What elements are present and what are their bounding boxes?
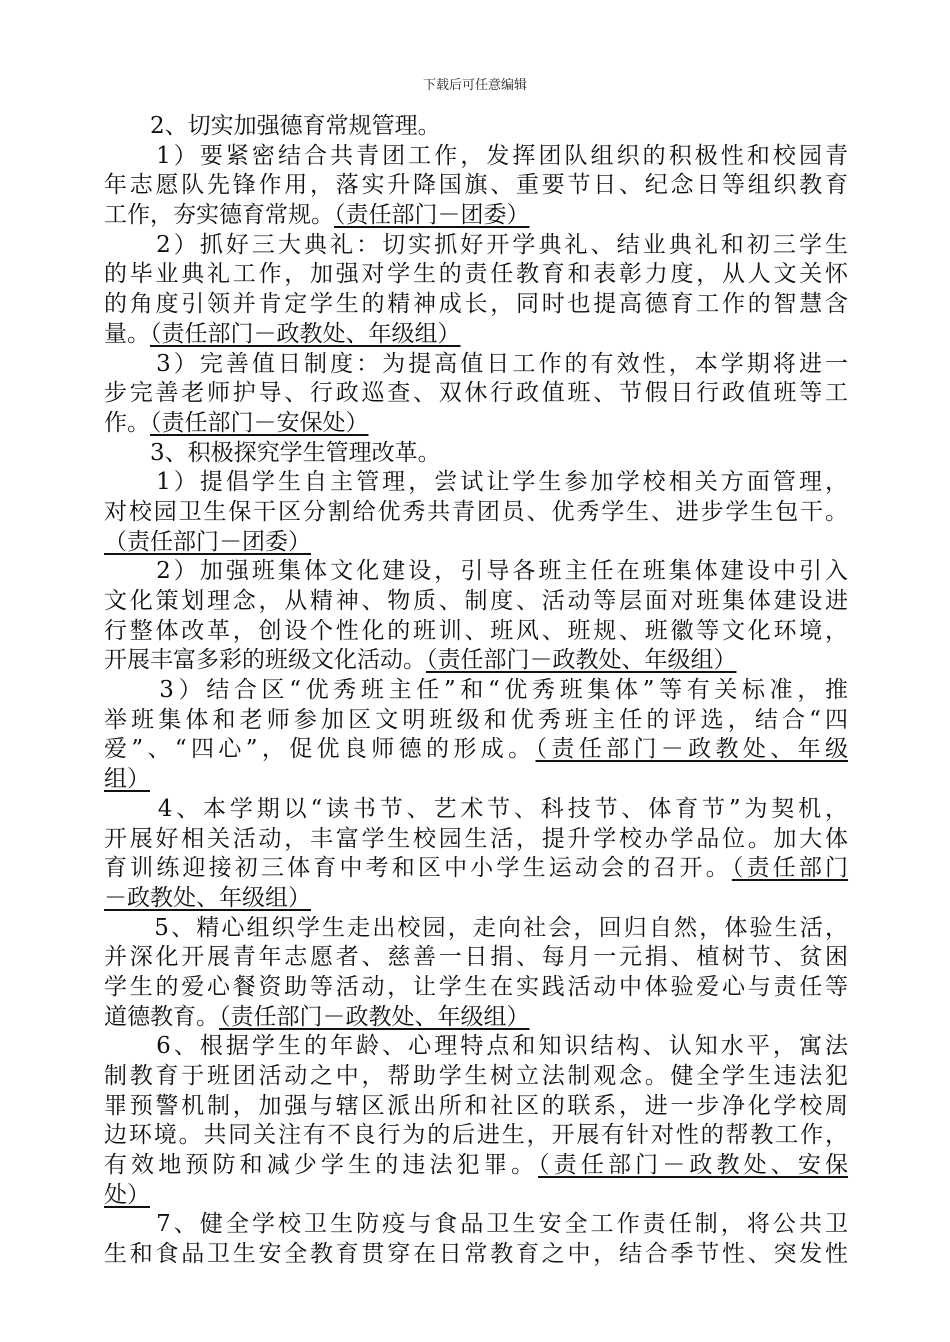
text-line bbox=[104, 646, 848, 676]
line-text: 对校园卫生保干区分割给优秀共青团员、优秀学生、进步学生包干。 bbox=[104, 498, 848, 525]
responsibility-note: －政教处、年级组） bbox=[104, 884, 311, 911]
line-text: 量。 bbox=[104, 320, 150, 347]
text-line bbox=[104, 231, 848, 261]
document-body bbox=[104, 112, 848, 1270]
responsibility-note: （责任部门－政教处、年级组） bbox=[426, 647, 737, 674]
text-line bbox=[104, 676, 848, 706]
text-line bbox=[104, 528, 848, 558]
line-text: 3、积极探究学生管理改革。 bbox=[104, 439, 441, 466]
text-line bbox=[104, 1240, 848, 1270]
text-line bbox=[104, 1032, 848, 1062]
text-line bbox=[104, 201, 848, 231]
text-line bbox=[104, 557, 848, 587]
line-text: 步完善老师护导、行政巡查、双休行政值班、节假日行政值班等工 bbox=[104, 380, 848, 407]
responsibility-note: （责任部门－团委） bbox=[334, 202, 530, 229]
text-line bbox=[104, 1181, 848, 1211]
text-line bbox=[104, 439, 848, 469]
text-line bbox=[104, 1062, 848, 1092]
line-text: 边环境。共同关注有不良行为的后进生，开展有针对性的帮教工作， bbox=[104, 1122, 848, 1149]
line-text: 举班集体和老师参加区文明班级和优秀班主任的评选，结合“四 bbox=[104, 706, 848, 733]
line-text: 作。 bbox=[104, 409, 150, 436]
line-text: 4、本学期以“读书节、艺术节、科技节、体育节”为契机， bbox=[104, 795, 848, 822]
line-text: 开展丰富多彩的班级文化活动。 bbox=[104, 647, 426, 674]
responsibility-note: （责任部门－政教处、年级组） bbox=[150, 320, 461, 347]
line-text: 文化策划理念，从精神、物质、制度、活动等层面对班集体建设进 bbox=[104, 588, 848, 614]
text-line bbox=[104, 1092, 848, 1122]
text-line bbox=[104, 379, 848, 409]
line-text: 7、健全学校卫生防疫与食品卫生安全工作责任制，将公共卫 bbox=[104, 1211, 848, 1238]
line-text: 2）抓好三大典礼：切实抓好开学典礼、结业典礼和初三学生 bbox=[104, 231, 848, 258]
line-text: 育训练迎接初三体育中考和区中小学生运动会的召开。 bbox=[104, 855, 732, 882]
text-line bbox=[104, 973, 848, 1003]
line-text: 5、精心组织学生走出校园，走向社会，回归自然，体验生活， bbox=[104, 914, 848, 941]
text-line bbox=[104, 587, 848, 617]
text-line bbox=[104, 884, 848, 914]
line-text: 有效地预防和减少学生的违法犯罪。 bbox=[104, 1152, 539, 1179]
line-text: 1）提倡学生自主管理，尝试让学生参加学校相关方面管理， bbox=[104, 469, 848, 496]
text-line bbox=[104, 825, 848, 855]
responsibility-note: （责任部门－团委） bbox=[104, 528, 311, 555]
responsibility-note: （责任部门 bbox=[731, 855, 849, 882]
responsibility-note: （责任部门－政教处、年级 bbox=[535, 736, 848, 763]
text-line bbox=[104, 735, 848, 765]
line-text: 的毕业典礼工作，加强对学生的责任教育和表彰力度，从人文关怀 bbox=[104, 261, 848, 288]
text-line bbox=[104, 1151, 848, 1181]
responsibility-note: （责任部门－政教处、安保 bbox=[538, 1152, 849, 1179]
text-line bbox=[104, 468, 848, 498]
line-text: 年志愿队先锋作用，落实升降国旗、重要节日、纪念日等组织教育 bbox=[104, 172, 848, 199]
text-line bbox=[104, 409, 848, 439]
text-line bbox=[104, 706, 848, 736]
line-text: 工作，夯实德育常规。 bbox=[104, 202, 334, 229]
text-line bbox=[104, 350, 848, 380]
text-line bbox=[104, 498, 848, 528]
text-line bbox=[104, 1003, 848, 1033]
text-line bbox=[104, 260, 848, 290]
line-text: 2）加强班集体文化建设，引导各班主任在班集体建设中引入 bbox=[104, 558, 848, 585]
line-text: 并深化开展青年志愿者、慈善一日捐、每月一元捐、植树节、贫困 bbox=[104, 944, 848, 971]
text-line bbox=[104, 1210, 848, 1240]
responsibility-note: （责任部门－安保处） bbox=[150, 409, 369, 436]
text-line bbox=[104, 914, 848, 944]
text-line bbox=[104, 943, 848, 973]
line-text: 3）结合区“优秀班主任”和“优秀班集体”等有关标准，推 bbox=[104, 677, 848, 704]
line-text: 学生的爱心餐资助等活动，让学生在实践活动中体验爱心与责任等 bbox=[104, 973, 848, 1000]
line-text: 行整体改革，创设个性化的班训、班风、班规、班徽等文化环境， bbox=[104, 617, 848, 644]
line-text: 道德教育。 bbox=[104, 1003, 219, 1030]
text-line bbox=[104, 112, 848, 142]
text-line bbox=[104, 142, 848, 172]
text-line bbox=[104, 290, 848, 320]
line-text: 3）完善值日制度：为提高值日工作的有效性，本学期将进一 bbox=[104, 350, 848, 377]
responsibility-note: 处） bbox=[104, 1181, 150, 1208]
responsibility-note: 组） bbox=[104, 766, 150, 793]
text-line bbox=[104, 795, 848, 825]
responsibility-note: （责任部门－政教处、年级组） bbox=[219, 1003, 530, 1030]
line-text: 开展好相关活动，丰富学生校园生活，提升学校办学品位。加大体 bbox=[104, 825, 848, 852]
page-header: 下载后可任意编辑 bbox=[422, 78, 527, 93]
line-text: 1）要紧密结合共青团工作，发挥团队组织的积极性和校园青 bbox=[104, 142, 848, 169]
text-line bbox=[104, 617, 848, 647]
text-line bbox=[104, 320, 848, 350]
text-line bbox=[104, 854, 848, 884]
line-text: 生和食品卫生安全教育贯穿在日常教育之中，结合季节性、突发性 bbox=[104, 1241, 848, 1268]
line-text: 的角度引领并肯定学生的精神成长，同时也提高德育工作的智慧含 bbox=[104, 291, 848, 318]
line-text: 6、根据学生的年龄、心理特点和知识结构、认知水平，寓法 bbox=[104, 1033, 848, 1060]
text-line bbox=[104, 765, 848, 795]
text-line bbox=[104, 171, 848, 201]
text-line bbox=[104, 1121, 848, 1151]
line-text: 制教育于班团活动之中，帮助学生树立法制观念。健全学生违法犯 bbox=[104, 1063, 848, 1089]
line-text: 爱”、“四心”，促优良师德的形成。 bbox=[104, 736, 536, 763]
line-text: 2、切实加强德育常规管理。 bbox=[104, 113, 441, 139]
line-text: 罪预警机制，加强与辖区派出所和社区的联系，进一步净化学校周 bbox=[104, 1092, 848, 1119]
